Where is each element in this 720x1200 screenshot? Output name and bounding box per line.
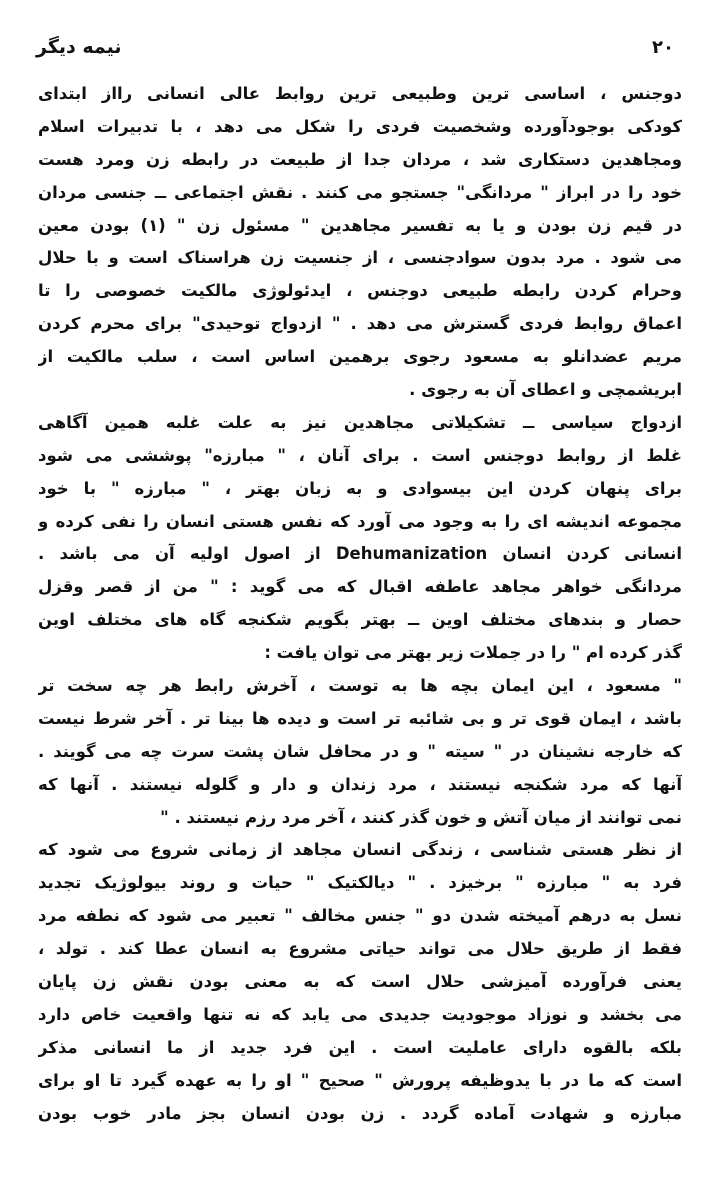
running-title: نیمه دیگر [36, 36, 122, 58]
text-line: حصار و بندهای مختلف اوین ــ بهتر بگویم شکنجه گاه های مختلف اوین [38, 610, 682, 630]
text-line: در قیم زن بودن و یا به تفسیر مجاهدین " مسئول زن " (۱) بودن معین [38, 215, 682, 235]
paragraph-end-line: گذر کرده ام " را در جملات زیر بهتر می توان یافت : [264, 643, 682, 663]
text-line: از نظر هستی شناسی ، زندگی انسان مجاهد از زمانی شروع می شود که [38, 840, 682, 860]
text-line: دوجنس ، اساسی ترین وطبیعی ترین روابط عالی انسانی رااز ابتدای [38, 84, 682, 103]
text-line: یعنی فرآورده آمیزشی حلال است که به معنی بودن نقش زن پایان [38, 972, 682, 992]
text-line: ومجاهدین دستکاری شد ، مردان جدا از طبیعت در رابطه زن ومرد هست [38, 149, 682, 169]
text-line: نسل به درهم آمیخته شدن دو " جنس مخالف " تعبیر می شود که نطفه مرد [38, 906, 682, 926]
text-line: فرد به " مبارزه " برخیزد . " دیالکتیک " حیات و روند بیولوژیک تجدید [38, 873, 682, 893]
text-line: انسانی کردن انسان Dehumanization از اصول اولیه آن می باشد . [38, 544, 682, 564]
text-line: ازدواج سیاسی ــ تشکیلاتی مجاهدین نیز به علت غلبه همین آگاهی [38, 412, 682, 432]
text-line: است که ما در با یدوظیفه پرورش " صحیح " او را به عهده گیرد تا او برای [38, 1070, 682, 1090]
paragraph-end-line: ابریشمچی و اعطای آن به رجوی . [409, 380, 682, 400]
text-line: مجموعه اندیشه ای را به وجود می آورد که نفس هستی انسان را نفی کرده و [38, 511, 682, 531]
text-line: برای پنهان کردن این بیسوادی و به زبان بهتر ، " مبارزه " با خود [38, 478, 682, 498]
paragraph-end-line: نمی توانند از میان آتش و خون گذر کنند ، آخر مرد رزم نیستند . " [160, 807, 682, 827]
page-number: ۲۰ [652, 36, 674, 58]
text-line: باشد ، ایمان قوی تر و بی شائبه تر است و دیده ها بینا تر . آخر شرط نیست [38, 708, 682, 728]
text-line: می شود . مرد بدون سوادجنسی ، از جنسیت زن هراسناک است و با حلال [38, 248, 682, 268]
text-line: مریم عضدانلو به مسعود رجوی برهمین اساس است ، سلب مالکیت از [38, 347, 682, 367]
text-line: خود را در ابراز " مردانگی" جستجو می کنند . نقش اجتماعی ــ جنسی مردان [38, 182, 682, 202]
text-line: می بخشد و نوزاد موجودیت جدیدی می یابد که نه تنها واقعیت خاص دارد [38, 1004, 682, 1024]
text-line: مردانگی خواهر مجاهد عاطفه اقبال که می گوید : " من از قصر وقزل [38, 577, 682, 597]
text-line: فقط از طریق حلال می تواند حیاتی مشروع به انسان عطا کند . تولد ، [38, 939, 682, 959]
body-text [38, 78, 682, 1131]
text-line: که خارجه نشینان در " سیته " و در محافل شان پشت سرت چه می گویند . [38, 741, 682, 761]
text-line: مبارزه و شهادت آماده گردد . زن بودن انسان بجز مادر خوب بودن [38, 1103, 682, 1123]
running-header [36, 32, 674, 62]
text-line: وحرام کردن رابطه طبیعی دوجنس ، ایدئولوژی مالکیت خصوصی را تا [38, 281, 682, 301]
text-line: " مسعود ، این ایمان بچه ها به توست ، آخرش رابط هر چه سخت تر [38, 676, 682, 696]
text-line: بلکه بالقوه دارای عاملیت است . این فرد جدید از ما انسانی مذکر [38, 1037, 682, 1057]
text-line: اعماق روابط فردی گسترش می دهد . " ازدواج توحیدی" برای محرم کردن [38, 314, 682, 334]
text-line: غلط از روابط دوجنس است . برای آنان ، " مبارزه" پوششی می شود [38, 445, 682, 465]
text-line: آنها که مرد شکنجه نیستند ، مرد زندان و دار و گلوله نیستند . آنها که [38, 774, 682, 794]
text-line: کودکی بوجودآورده وشخصیت فردی را شکل می دهد ، با تدبیرات اسلام [38, 116, 682, 136]
